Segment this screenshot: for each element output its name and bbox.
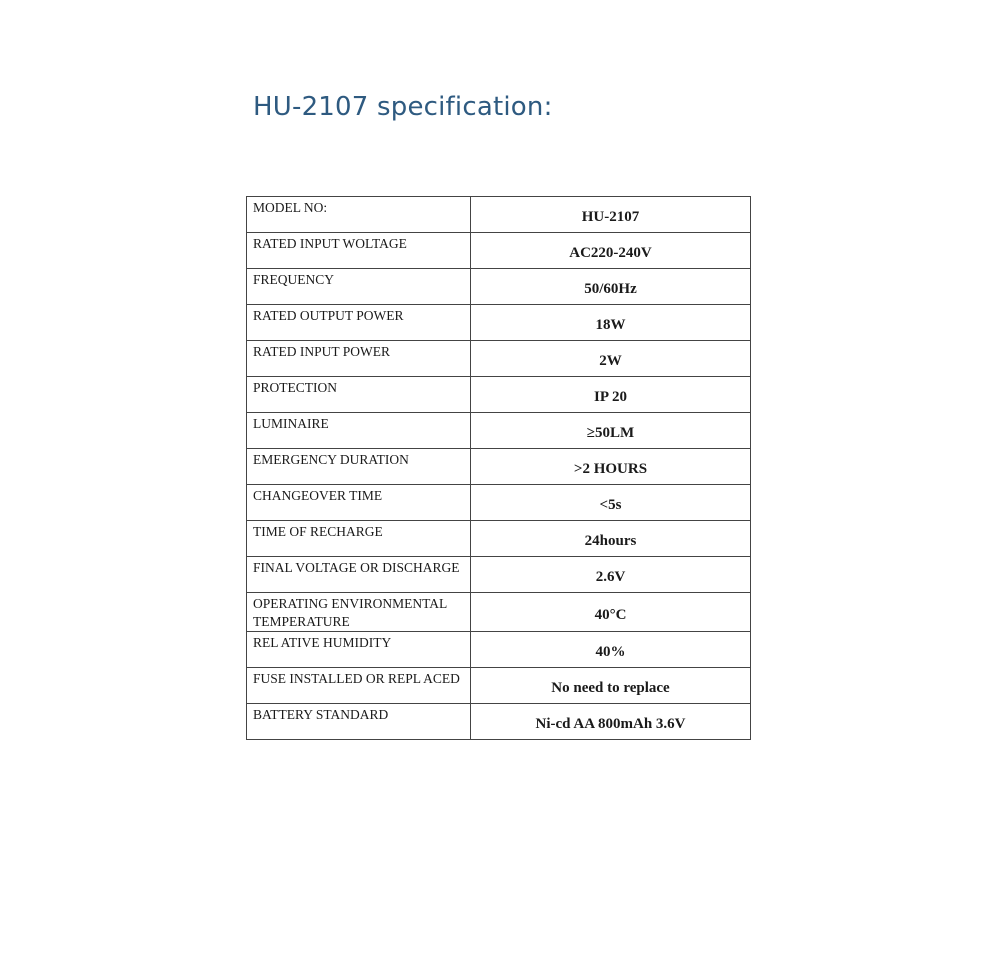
parameter-cell: EMERGENCY DURATION bbox=[247, 449, 471, 485]
value-cell: 24hours bbox=[471, 521, 751, 557]
parameter-cell: REL ATIVE HUMIDITY bbox=[247, 632, 471, 668]
value-cell: ≥50LM bbox=[471, 413, 751, 449]
table-row bbox=[247, 377, 751, 413]
page-title: HU-2107 specification: bbox=[253, 92, 553, 122]
parameter-cell: RATED INPUT POWER bbox=[247, 341, 471, 377]
value-cell: IP 20 bbox=[471, 377, 751, 413]
value-cell: Ni-cd AA 800mAh 3.6V bbox=[471, 704, 751, 740]
parameter-cell: FREQUENCY bbox=[247, 269, 471, 305]
parameter-cell: MODEL NO: bbox=[247, 197, 471, 233]
table-row bbox=[247, 413, 751, 449]
parameter-cell: FINAL VOLTAGE OR DISCHARGE bbox=[247, 557, 471, 593]
value-cell: 40% bbox=[471, 632, 751, 668]
table-row bbox=[247, 449, 751, 485]
table-row bbox=[247, 668, 751, 704]
value-cell: >2 HOURS bbox=[471, 449, 751, 485]
table-row bbox=[247, 704, 751, 740]
table-row bbox=[247, 341, 751, 377]
value-cell: No need to replace bbox=[471, 668, 751, 704]
table-row bbox=[247, 632, 751, 668]
table-row bbox=[247, 197, 751, 233]
specification-table bbox=[246, 196, 751, 740]
table-row bbox=[247, 233, 751, 269]
parameter-cell: FUSE INSTALLED OR REPL ACED bbox=[247, 668, 471, 704]
value-cell: <5s bbox=[471, 485, 751, 521]
table-row bbox=[247, 485, 751, 521]
table-row bbox=[247, 593, 751, 632]
value-cell: 40°C bbox=[471, 593, 751, 632]
value-cell: AC220-240V bbox=[471, 233, 751, 269]
table-row bbox=[247, 305, 751, 341]
parameter-cell: RATED OUTPUT POWER bbox=[247, 305, 471, 341]
value-cell: 18W bbox=[471, 305, 751, 341]
value-cell: HU-2107 bbox=[471, 197, 751, 233]
parameter-cell: PROTECTION bbox=[247, 377, 471, 413]
parameter-cell: TIME OF RECHARGE bbox=[247, 521, 471, 557]
table-row bbox=[247, 269, 751, 305]
parameter-cell: LUMINAIRE bbox=[247, 413, 471, 449]
parameter-cell: OPERATING ENVIRONMENTAL TEMPERATURE bbox=[247, 593, 471, 632]
parameter-cell: CHANGEOVER TIME bbox=[247, 485, 471, 521]
value-cell: 50/60Hz bbox=[471, 269, 751, 305]
parameter-cell: BATTERY STANDARD bbox=[247, 704, 471, 740]
table-row bbox=[247, 557, 751, 593]
value-cell: 2.6V bbox=[471, 557, 751, 593]
table-row bbox=[247, 521, 751, 557]
parameter-cell: RATED INPUT WOLTAGE bbox=[247, 233, 471, 269]
value-cell: 2W bbox=[471, 341, 751, 377]
